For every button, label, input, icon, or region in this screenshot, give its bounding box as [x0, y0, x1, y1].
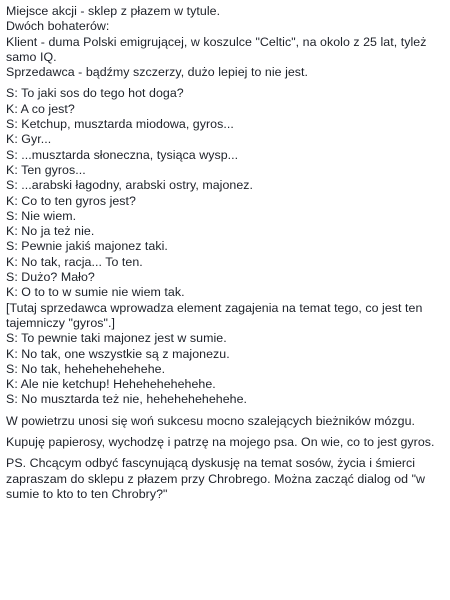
dialogue-line: K: Ten gyros...	[6, 162, 86, 177]
dialogue-line: K: Co to ten gyros jest?	[6, 193, 136, 208]
dialogue-stage-direction: [Tutaj sprzedawca wprowadza element zagajenia na temat tego, co jest ten tajemniczy "gyros".]	[6, 300, 423, 330]
dialogue-line: S: Dużo? Mało?	[6, 270, 95, 285]
dialogue-paragraph	[6, 86, 444, 407]
dialogue-line: K: A co jest?	[6, 101, 75, 116]
dialogue-line: S: ...musztarda słoneczna, tysiąca wysp...	[6, 147, 239, 162]
post-paragraph	[6, 414, 444, 429]
dialogue-line: S: To pewnie taki majonez jest w sumie.	[6, 331, 227, 346]
post-line: Kupuję papierosy, wychodzę i patrzę na mojego psa. On wie, co to jest gyros.	[6, 435, 435, 450]
dialogue-line: K: O to to w sumie nie wiem tak.	[6, 285, 185, 300]
post-line: Klient - duma Polski emigrującej, w koszulce "Celtic", na okolo z 25 lat, tyleż samo IQ.	[6, 34, 427, 64]
dialogue-line: S: No musztarda też nie, hehehehehehehe.	[6, 392, 248, 407]
postscript-paragraph	[6, 456, 444, 502]
dialogue-line: S: Ketchup, musztarda miodowa, gyros...	[6, 117, 234, 132]
dialogue-line: K: Gyr...	[6, 132, 52, 147]
dialogue-line: K: No tak, racja... To ten.	[6, 254, 143, 269]
dialogue-line: S: Pewnie jakiś majonez taki.	[6, 239, 168, 254]
post-intro-paragraph	[6, 4, 444, 80]
dialogue-line: K: No ja też nie.	[6, 224, 95, 239]
dialogue-line: S: No tak, hehehehehehehe.	[6, 361, 166, 376]
post-body	[6, 4, 444, 508]
dialogue-line: S: To jaki sos do tego hot doga?	[6, 86, 184, 101]
dialogue-line: S: ...arabski łagodny, arabski ostry, majonez.	[6, 178, 254, 193]
post-line: Miejsce akcji - sklep z płazem w tytule.	[6, 4, 221, 18]
dialogue-line: S: Nie wiem.	[6, 208, 77, 223]
post-line: PS. Chcącym odbyć fascynującą dyskusję na temat sosów, życia i śmierci zapraszam do sklepu z płazem przy Chrobrego. Można zacząć dialog od "w sumie to kto to ten Chrobry?"	[6, 456, 426, 501]
dialogue-line: K: Ale nie ketchup! Hehehehehehehe.	[6, 377, 216, 392]
post-line: Sprzedawca - bądźmy szczerzy, dużo lepiej to nie jest.	[6, 65, 309, 80]
dialogue-line: K: No tak, one wszystkie są z majonezu.	[6, 346, 230, 361]
post-paragraph	[6, 435, 444, 450]
post-line: Dwóch bohaterów:	[6, 19, 110, 34]
post-line: W powietrzu unosi się woń sukcesu mocno szalejących bieżników mózgu.	[6, 413, 416, 428]
